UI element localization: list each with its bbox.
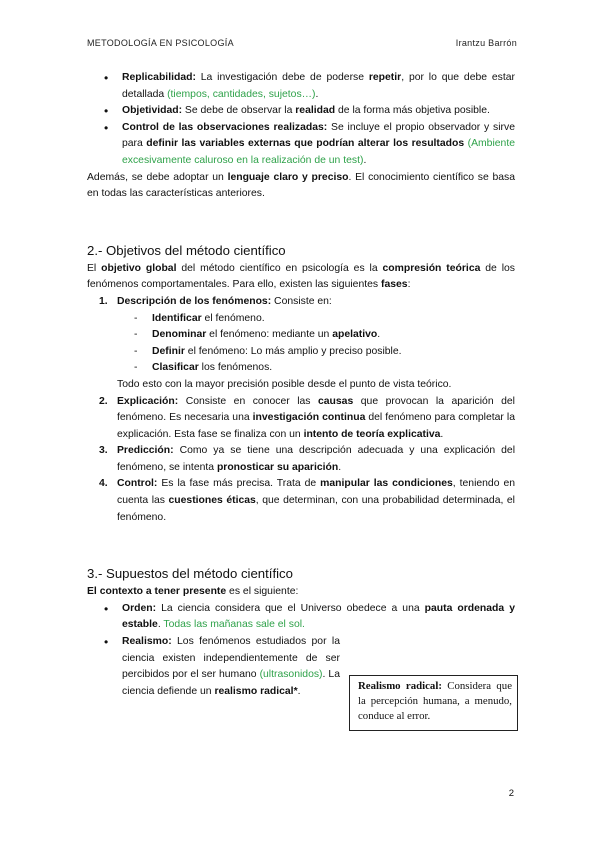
text: : [407,279,411,291]
text: Se incluye el propio observador y sirve para [122,121,515,150]
keyword: intento de teoría explicativa [303,428,441,440]
text: el fenómeno: mediante un [206,329,333,341]
keyword: El contexto a tener presente [87,586,227,598]
text: de los fenómenos comportamentales. Para ello, existen las siguientes [87,262,515,291]
text: El [87,262,102,274]
list-item-control [87,120,515,170]
keyword: definir las variables externas que podrían alterar los resultados [146,138,465,150]
text: Como ya se tiene una descripción adecuada y una explicación del fenómeno, se intenta [117,445,515,473]
keyword: fases [380,279,408,291]
text: , que determinan, con una probabilidad determinada, el fenómeno. [117,495,515,523]
keyword: realidad [295,105,336,117]
keyword: realismo radical* [214,685,298,697]
section-2-intro [87,261,515,294]
text: . [377,329,381,341]
text: . [363,154,367,166]
keyword: pauta ordenada y estable [122,602,515,631]
keyword: manipular las condiciones [320,478,453,490]
term: Objetividad: [122,105,183,117]
phase-number: 1. [99,295,108,307]
sub-item [117,311,515,328]
text: . [297,685,301,697]
keyword: causas [318,395,354,407]
description-sublist [117,311,515,377]
text: Se debe de observar la [182,105,296,117]
example-text: (Ambiente excesivamente caluroso en la realización de un test) [122,138,515,166]
closing-paragraph [87,170,515,203]
text: los fenómenos. [198,362,273,374]
text: Además, se debe adoptar un [87,171,228,183]
page-number: 2 [508,788,514,799]
example-text: Todas las mañanas sale el sol. [163,619,305,631]
text: . [338,461,342,473]
text: . [315,88,319,100]
phases-list [87,294,515,526]
keyword: apelativo [332,329,378,341]
text: Consiste en: [271,295,332,307]
phase-item [87,394,515,444]
realismo-radical-note [349,675,518,731]
note-term: Realismo radical: [358,680,442,692]
sub-item [117,327,515,344]
keyword: Denominar [152,329,207,341]
text: , por lo que debe estar detallada [122,72,515,100]
keyword: compresión teórica [382,262,481,274]
section-3-intro [87,584,515,601]
text: Los fenómenos estudiados por la ciencia existen independientemente de ser percibidos por el ser humano [122,636,340,681]
header-author: Irantzu Barrón [455,38,517,48]
list-item-objetividad [87,103,515,120]
note-text: Considera que la percepción humana, a menudo, conduce al error. [358,680,512,722]
example-text: (ultrasonidos) [259,669,323,681]
text: el fenómeno. [201,312,265,324]
text: La ciencia considera que el Universo obedece a una [156,602,425,614]
keyword: objetivo global [101,262,177,274]
text: . El conocimiento científico se basa en todas las características anteriores. [87,171,516,200]
text: La investigación debe de poderse [195,72,369,83]
section-2-title: 2.- Objetivos del método científico [87,242,286,258]
text: . La ciencia defiende un [122,669,340,697]
term: Control: [117,478,158,490]
term: Replicabilidad: [122,72,196,83]
text: Consiste en conocer las [178,395,318,407]
keyword: pronosticar su aparición [216,461,339,473]
term: Explicación: [117,395,179,407]
phase-item [87,443,515,476]
sub-item [117,360,515,377]
text: es el siguiente: [226,586,299,598]
text: . [157,619,164,631]
header-title: METODOLOGÍA EN PSICOLOGÍA [87,38,234,48]
term: Control de las observaciones realizadas: [122,121,328,133]
keyword: investigación continua [252,412,366,424]
text: el fenómeno: Lo más amplio y preciso posible. [184,345,402,357]
characteristics-list [87,70,515,170]
list-item-orden [87,601,515,634]
text: del método científico en psicología es la [176,262,383,274]
keyword: Identificar [152,312,202,324]
keyword: Clasificar [152,362,199,374]
term: Descripción de los fenómenos: [117,295,272,307]
section-3-title: 3.- Supuestos del método científico [87,566,293,582]
keyword: cuestiones éticas [168,495,256,507]
term: Realismo: [122,636,172,648]
page-body [87,70,515,700]
phase-number: 2. [99,395,108,407]
sub-item [117,344,515,361]
phase-item [87,294,515,394]
text: del fenómeno para completar la explicación. Esta fase se finaliza con un [117,412,515,440]
list-item-realismo [87,634,340,700]
term: Orden: [122,602,157,614]
phase-number: 4. [99,478,108,490]
text: de la forma más objetiva posible. [335,105,490,117]
text: . [440,428,444,440]
keyword: lenguaje claro y preciso [227,171,349,183]
keyword: Definir [152,345,185,357]
text: Es la fase más precisa. Trata de [157,478,321,490]
phase-number: 3. [99,445,108,457]
phase-item [87,476,515,526]
example-text: (tiempos, cantidades, sujetos…) [167,88,316,100]
list-item-replicabilidad [87,70,515,103]
text: , teniendo en cuenta las [117,478,516,507]
term: Predicción: [117,445,174,457]
keyword: repetir [368,72,402,83]
text: que provocan la aparición del fenómeno. Es necesaria una [117,395,515,424]
description-note: Todo esto con la mayor precisión posible desde el punto de vista teórico. [117,378,452,390]
